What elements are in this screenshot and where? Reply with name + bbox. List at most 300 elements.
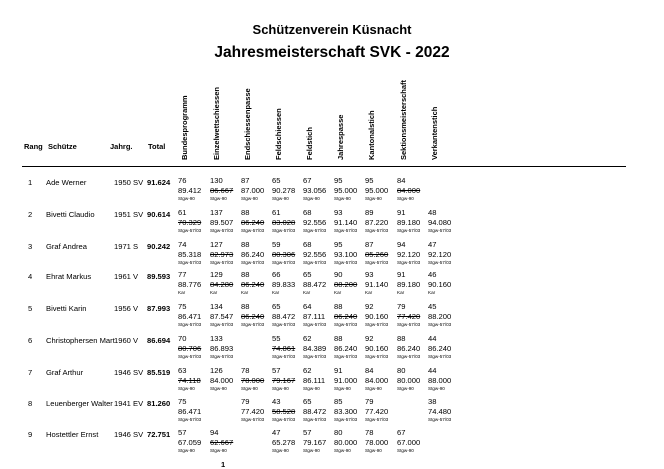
header-event-1 xyxy=(212,87,222,161)
weapon-class: Stgw-57/03 xyxy=(334,260,358,265)
header-event-2 xyxy=(243,88,253,161)
weapon-class: Stgw-90 xyxy=(272,196,289,201)
score: 86.471 xyxy=(178,312,202,321)
points: 78 xyxy=(241,366,250,375)
result-cell xyxy=(210,334,252,360)
total-score: 85.519 xyxy=(147,368,171,377)
header-event-label: Feldstich xyxy=(305,127,314,160)
score: 87.220 xyxy=(365,218,389,227)
rank-cell: 7 xyxy=(28,368,33,377)
score: 89.180 xyxy=(397,280,421,289)
header-event-label: Jahrespasse xyxy=(336,114,345,160)
points: 95 xyxy=(334,176,343,185)
weapon-class: Stgw-90 xyxy=(178,386,195,391)
score: 85.318 xyxy=(178,250,202,259)
header-rank: Rang xyxy=(24,142,43,151)
table-row xyxy=(0,176,664,210)
table-row xyxy=(0,428,664,462)
header-event-label: Einzelwettschiessen xyxy=(212,87,221,160)
weapon-class: Kar xyxy=(178,290,186,295)
weapon-class: Stgw-57/03 xyxy=(428,417,452,422)
shooter-name: Graf Andrea xyxy=(46,242,87,251)
result-cell xyxy=(178,397,220,423)
weapon-class: Stgw-90 xyxy=(334,448,351,453)
points: 88 xyxy=(397,334,406,343)
header-event-7 xyxy=(399,79,409,161)
birth-year: 1956 V xyxy=(114,304,139,313)
shooter-name: Ehrat Markus xyxy=(46,272,92,281)
points: 65 xyxy=(303,397,312,406)
score: 74.480 xyxy=(428,407,452,416)
total-score: 90.242 xyxy=(147,242,171,251)
points: 55 xyxy=(272,334,281,343)
points: 87 xyxy=(241,176,250,185)
points: 92 xyxy=(365,302,374,311)
birth-year: 1951 SV xyxy=(114,210,144,219)
birth-year: 1946 SV xyxy=(114,368,144,377)
points: 129 xyxy=(210,270,223,279)
points: 88 xyxy=(241,208,250,217)
points: 75 xyxy=(178,397,187,406)
birth-year: 1961 V xyxy=(114,272,139,281)
discarded-score: 78.000 xyxy=(241,376,265,385)
weapon-class: Stgw-57/03 xyxy=(428,322,452,327)
score: 88.200 xyxy=(428,312,452,321)
weapon-class: Stgw-57/03 xyxy=(210,322,234,327)
birth-year: 1941 EV xyxy=(114,399,144,408)
weapon-class: Stgw-57/03 xyxy=(397,322,421,327)
score: 77.420 xyxy=(241,407,265,416)
score: 84.000 xyxy=(210,376,234,385)
header-year: Jahrg. xyxy=(110,142,133,151)
weapon-class: Stgw-57/03 xyxy=(272,417,296,422)
weapon-class: Stgw-57/03 xyxy=(241,322,265,327)
shooter-name: Hostettler Ernst xyxy=(46,430,99,439)
points: 57 xyxy=(272,366,281,375)
table-row xyxy=(0,240,664,274)
result-cell xyxy=(428,366,470,392)
weapon-class: Stgw-57/03 xyxy=(428,260,452,265)
score: 91.000 xyxy=(334,376,358,385)
result-cell xyxy=(397,428,439,454)
score: 95.000 xyxy=(334,186,358,195)
weapon-class: Stgw-57/03 xyxy=(365,228,389,233)
score: 86.893 xyxy=(210,344,234,353)
rank-cell: 9 xyxy=(28,430,33,439)
discarded-score: 86.667 xyxy=(210,186,234,195)
weapon-class: Stgw-57/03 xyxy=(334,354,358,359)
weapon-class: Kar xyxy=(334,290,342,295)
score: 87.000 xyxy=(241,186,265,195)
points: 127 xyxy=(210,240,223,249)
rank-cell: 2 xyxy=(28,210,33,219)
weapon-class: Stgw-57/03 xyxy=(210,228,234,233)
points: 90 xyxy=(334,270,343,279)
shooter-name: Leuenberger Walter xyxy=(46,399,113,408)
table-row xyxy=(0,366,664,400)
discarded-score: 86.240 xyxy=(241,312,265,321)
points: 63 xyxy=(178,366,187,375)
points: 84 xyxy=(365,366,374,375)
points: 44 xyxy=(428,334,437,343)
weapon-class: Stgw-57/03 xyxy=(272,260,296,265)
weapon-class: Stgw-57/03 xyxy=(272,354,296,359)
points: 61 xyxy=(178,208,187,217)
discarded-score: 80.706 xyxy=(178,344,202,353)
points: 70 xyxy=(178,334,187,343)
total-score: 90.614 xyxy=(147,210,171,219)
weapon-class: Stgw-90 xyxy=(428,386,445,391)
score: 84.000 xyxy=(365,376,389,385)
points: 88 xyxy=(334,302,343,311)
discarded-score: 88.200 xyxy=(334,280,358,289)
weapon-class: Stgw-57/03 xyxy=(272,228,296,233)
weapon-class: Stgw-90 xyxy=(272,448,289,453)
points: 92 xyxy=(365,334,374,343)
discarded-score: 74.861 xyxy=(272,344,296,353)
score: 91.140 xyxy=(365,280,389,289)
weapon-class: Stgw-57/03 xyxy=(365,354,389,359)
result-cell xyxy=(210,428,252,454)
total-score: 72.751 xyxy=(147,430,171,439)
weapon-class: Stgw-90 xyxy=(334,196,351,201)
score: 67.059 xyxy=(178,438,202,447)
rank-cell: 8 xyxy=(28,399,33,408)
score: 86.111 xyxy=(303,376,326,385)
points: 94 xyxy=(210,428,219,437)
score: 90.160 xyxy=(428,280,452,289)
total-score: 87.993 xyxy=(147,304,171,313)
weapon-class: Stgw-57/03 xyxy=(334,417,358,422)
weapon-class: Stgw-57/03 xyxy=(334,228,358,233)
points: 89 xyxy=(365,208,374,217)
points: 91 xyxy=(334,366,343,375)
birth-year: 1960 V xyxy=(114,336,139,345)
document-title: Jahresmeisterschaft SVK - 2022 xyxy=(214,44,450,61)
weapon-class: Stgw-90 xyxy=(210,196,227,201)
points: 84 xyxy=(397,176,406,185)
points: 57 xyxy=(303,428,312,437)
weapon-class: Stgw-57/03 xyxy=(241,228,265,233)
points: 134 xyxy=(210,302,223,311)
score: 88.472 xyxy=(272,312,296,321)
discarded-score: 82.973 xyxy=(210,250,234,259)
score: 89.180 xyxy=(397,218,421,227)
total-score: 91.624 xyxy=(147,178,171,187)
points: 80 xyxy=(397,366,406,375)
weapon-class: Stgw-57/03 xyxy=(428,228,452,233)
page-number: 1 xyxy=(221,460,226,469)
result-cell xyxy=(428,334,470,360)
header-event-label: Verkantenstich xyxy=(430,106,439,160)
shooter-name: Ade Werner xyxy=(46,178,87,187)
points: 95 xyxy=(365,176,374,185)
score: 86.471 xyxy=(178,407,202,416)
weapon-class: Stgw-90 xyxy=(303,196,320,201)
table-row xyxy=(0,270,664,304)
header-shooter: Schütze xyxy=(48,142,77,151)
points: 64 xyxy=(303,302,312,311)
points: 87 xyxy=(365,240,374,249)
points: 137 xyxy=(210,208,223,217)
score: 90.160 xyxy=(365,312,389,321)
weapon-class: Stgw-90 xyxy=(334,386,351,391)
weapon-class: Stgw-90 xyxy=(178,196,195,201)
points: 47 xyxy=(272,428,281,437)
points: 68 xyxy=(303,240,312,249)
score: 88.000 xyxy=(428,376,452,385)
weapon-class: Kar xyxy=(365,290,373,295)
points: 45 xyxy=(428,302,437,311)
score: 78.000 xyxy=(365,438,389,447)
discarded-score: 83.028 xyxy=(272,218,296,227)
discarded-score: 84.280 xyxy=(210,280,234,289)
weapon-class: Stgw-57/03 xyxy=(365,260,389,265)
weapon-class: Stgw-57/03 xyxy=(303,228,327,233)
weapon-class: Stgw-57/03 xyxy=(178,417,202,422)
birth-year: 1950 SV xyxy=(114,178,144,187)
weapon-class: Kar xyxy=(303,290,311,295)
points: 88 xyxy=(334,334,343,343)
score: 88.472 xyxy=(303,407,327,416)
score: 88.472 xyxy=(303,280,327,289)
weapon-class: Kar xyxy=(272,290,280,295)
header-event-label: Kantonalstich xyxy=(367,110,376,160)
weapon-class: Stgw-57/03 xyxy=(303,260,327,265)
points: 79 xyxy=(365,397,374,406)
score: 89.412 xyxy=(178,186,202,195)
weapon-class: Stgw-57/03 xyxy=(241,417,265,422)
points: 88 xyxy=(241,302,250,311)
score: 86.240 xyxy=(334,344,358,353)
weapon-class: Stgw-57/03 xyxy=(178,354,202,359)
weapon-class: Kar xyxy=(241,290,249,295)
weapon-class: Stgw-57/03 xyxy=(397,260,421,265)
shooter-name: Christophersen Mart xyxy=(46,336,115,345)
weapon-class: Stgw-57/03 xyxy=(210,354,234,359)
points: 77 xyxy=(178,270,187,279)
points: 43 xyxy=(272,397,281,406)
rank-cell: 1 xyxy=(28,178,33,187)
weapon-class: Stgw-90 xyxy=(365,448,382,453)
score: 65.278 xyxy=(272,438,296,447)
points: 95 xyxy=(334,240,343,249)
header-event-0 xyxy=(180,95,190,161)
points: 48 xyxy=(428,208,437,217)
header-event-6 xyxy=(367,110,377,161)
points: 80 xyxy=(334,428,343,437)
score: 87.111 xyxy=(303,312,326,321)
points: 65 xyxy=(272,302,281,311)
points: 67 xyxy=(397,428,406,437)
score: 87.547 xyxy=(210,312,234,321)
score: 77.420 xyxy=(365,407,389,416)
header-event-label: Endschiessenpasse xyxy=(243,88,252,160)
table-row xyxy=(0,334,664,368)
weapon-class: Stgw-57/03 xyxy=(397,228,421,233)
weapon-class: Stgw-90 xyxy=(397,196,414,201)
score: 89.833 xyxy=(272,280,296,289)
header-event-8 xyxy=(430,106,440,161)
weapon-class: Stgw-90 xyxy=(210,386,227,391)
birth-year: 1971 S xyxy=(114,242,139,251)
points: 130 xyxy=(210,176,223,185)
header-divider xyxy=(22,166,626,167)
weapon-class: Stgw-90 xyxy=(241,196,258,201)
weapon-class: Stgw-57/03 xyxy=(178,260,202,265)
weapon-class: Stgw-57/03 xyxy=(241,260,265,265)
total-score: 81.260 xyxy=(147,399,171,408)
score: 93.100 xyxy=(334,250,358,259)
discarded-score: 86.240 xyxy=(241,280,265,289)
points: 44 xyxy=(428,366,437,375)
points: 91 xyxy=(397,270,406,279)
discarded-score: 86.240 xyxy=(241,218,265,227)
result-cell xyxy=(397,176,439,202)
weapon-class: Stgw-90 xyxy=(397,448,414,453)
weapon-class: Stgw-57/03 xyxy=(428,354,452,359)
score: 83.300 xyxy=(334,407,358,416)
score: 86.240 xyxy=(428,344,452,353)
points: 62 xyxy=(303,366,312,375)
points: 57 xyxy=(178,428,187,437)
header-event-5 xyxy=(336,114,346,161)
points: 88 xyxy=(241,240,250,249)
weapon-class: Stgw-57/03 xyxy=(303,417,327,422)
points: 79 xyxy=(241,397,250,406)
points: 93 xyxy=(365,270,374,279)
result-cell xyxy=(428,270,470,296)
weapon-class: Stgw-90 xyxy=(365,196,382,201)
weapon-class: Stgw-57/03 xyxy=(303,322,327,327)
score: 92.120 xyxy=(397,250,421,259)
points: 91 xyxy=(397,208,406,217)
points: 59 xyxy=(272,240,281,249)
header-event-3 xyxy=(274,108,284,161)
table-row xyxy=(0,302,664,336)
header-event-label: Sektionsmeisterschaft xyxy=(399,79,408,160)
score: 86.240 xyxy=(241,250,265,259)
table-row xyxy=(0,208,664,242)
score: 86.240 xyxy=(397,344,421,353)
weapon-class: Stgw-57/03 xyxy=(178,228,202,233)
points: 38 xyxy=(428,397,437,406)
header-event-label: Feldschiessen xyxy=(274,108,283,160)
total-score: 86.694 xyxy=(147,336,171,345)
score: 67.000 xyxy=(397,438,421,447)
points: 74 xyxy=(178,240,187,249)
weapon-class: Stgw-57/03 xyxy=(365,322,389,327)
shooter-name: Bivetti Claudio xyxy=(46,210,95,219)
points: 85 xyxy=(334,397,343,406)
points: 133 xyxy=(210,334,223,343)
points: 126 xyxy=(210,366,223,375)
score: 92.120 xyxy=(428,250,452,259)
score: 88.776 xyxy=(178,280,202,289)
shooter-name: Bivetti Karin xyxy=(46,304,87,313)
weapon-class: Stgw-57/03 xyxy=(210,260,234,265)
discarded-score: 85.260 xyxy=(365,250,389,259)
score: 84.389 xyxy=(303,344,327,353)
header-event-4 xyxy=(305,127,315,161)
weapon-class: Stgw-90 xyxy=(178,448,195,453)
score: 89.507 xyxy=(210,218,234,227)
result-cell xyxy=(428,397,470,423)
weapon-class: Stgw-90 xyxy=(210,448,227,453)
weapon-class: Stgw-57/03 xyxy=(272,322,296,327)
rank-cell: 4 xyxy=(28,272,33,281)
result-cell xyxy=(428,208,470,234)
score: 80.000 xyxy=(334,438,358,447)
birth-year: 1946 SV xyxy=(114,430,144,439)
shooter-name: Graf Arthur xyxy=(46,368,84,377)
score: 79.167 xyxy=(303,438,327,447)
discarded-score: 58.528 xyxy=(272,407,296,416)
weapon-class: Stgw-90 xyxy=(241,386,258,391)
discarded-score: 79.167 xyxy=(272,376,296,385)
score: 91.140 xyxy=(334,218,358,227)
result-cell xyxy=(428,302,470,328)
points: 47 xyxy=(428,240,437,249)
weapon-class: Stgw-90 xyxy=(272,386,289,391)
rank-cell: 6 xyxy=(28,336,33,345)
total-score: 89.593 xyxy=(147,272,171,281)
discarded-score: 84.000 xyxy=(397,186,421,195)
table-row xyxy=(0,397,664,431)
discarded-score: 80.306 xyxy=(272,250,296,259)
score: 90.278 xyxy=(272,186,296,195)
score: 90.160 xyxy=(365,344,389,353)
weapon-class: Stgw-90 xyxy=(397,386,414,391)
weapon-class: Kar xyxy=(428,290,436,295)
header-total: Total xyxy=(148,142,166,151)
score: 92.556 xyxy=(303,218,327,227)
points: 93 xyxy=(334,208,343,217)
points: 68 xyxy=(303,208,312,217)
weapon-class: Kar xyxy=(397,290,405,295)
weapon-class: Stgw-57/03 xyxy=(303,354,327,359)
score: 92.556 xyxy=(303,250,327,259)
points: 78 xyxy=(365,428,374,437)
points: 65 xyxy=(303,270,312,279)
weapon-class: Stgw-90 xyxy=(303,386,320,391)
points: 46 xyxy=(428,270,437,279)
score: 95.000 xyxy=(365,186,389,195)
score: 94.080 xyxy=(428,218,452,227)
points: 76 xyxy=(178,176,187,185)
discarded-score: 77.420 xyxy=(397,312,421,321)
points: 88 xyxy=(241,270,250,279)
weapon-class: Kar xyxy=(210,290,218,295)
points: 94 xyxy=(397,240,406,249)
rank-cell: 3 xyxy=(28,242,33,251)
result-cell xyxy=(365,397,407,423)
weapon-class: Stgw-57/03 xyxy=(178,322,202,327)
points: 61 xyxy=(272,208,281,217)
discarded-score: 70.329 xyxy=(178,218,202,227)
points: 79 xyxy=(397,302,406,311)
score: 93.056 xyxy=(303,186,327,195)
discarded-score: 86.240 xyxy=(334,312,358,321)
result-cell xyxy=(428,240,470,266)
points: 75 xyxy=(178,302,187,311)
rank-cell: 5 xyxy=(28,304,33,313)
club-name: Schützenverein Küsnacht xyxy=(252,22,412,37)
weapon-class: Stgw-57/03 xyxy=(334,322,358,327)
weapon-class: Stgw-57/03 xyxy=(397,354,421,359)
points: 67 xyxy=(303,176,312,185)
weapon-class: Stgw-57/03 xyxy=(365,417,389,422)
